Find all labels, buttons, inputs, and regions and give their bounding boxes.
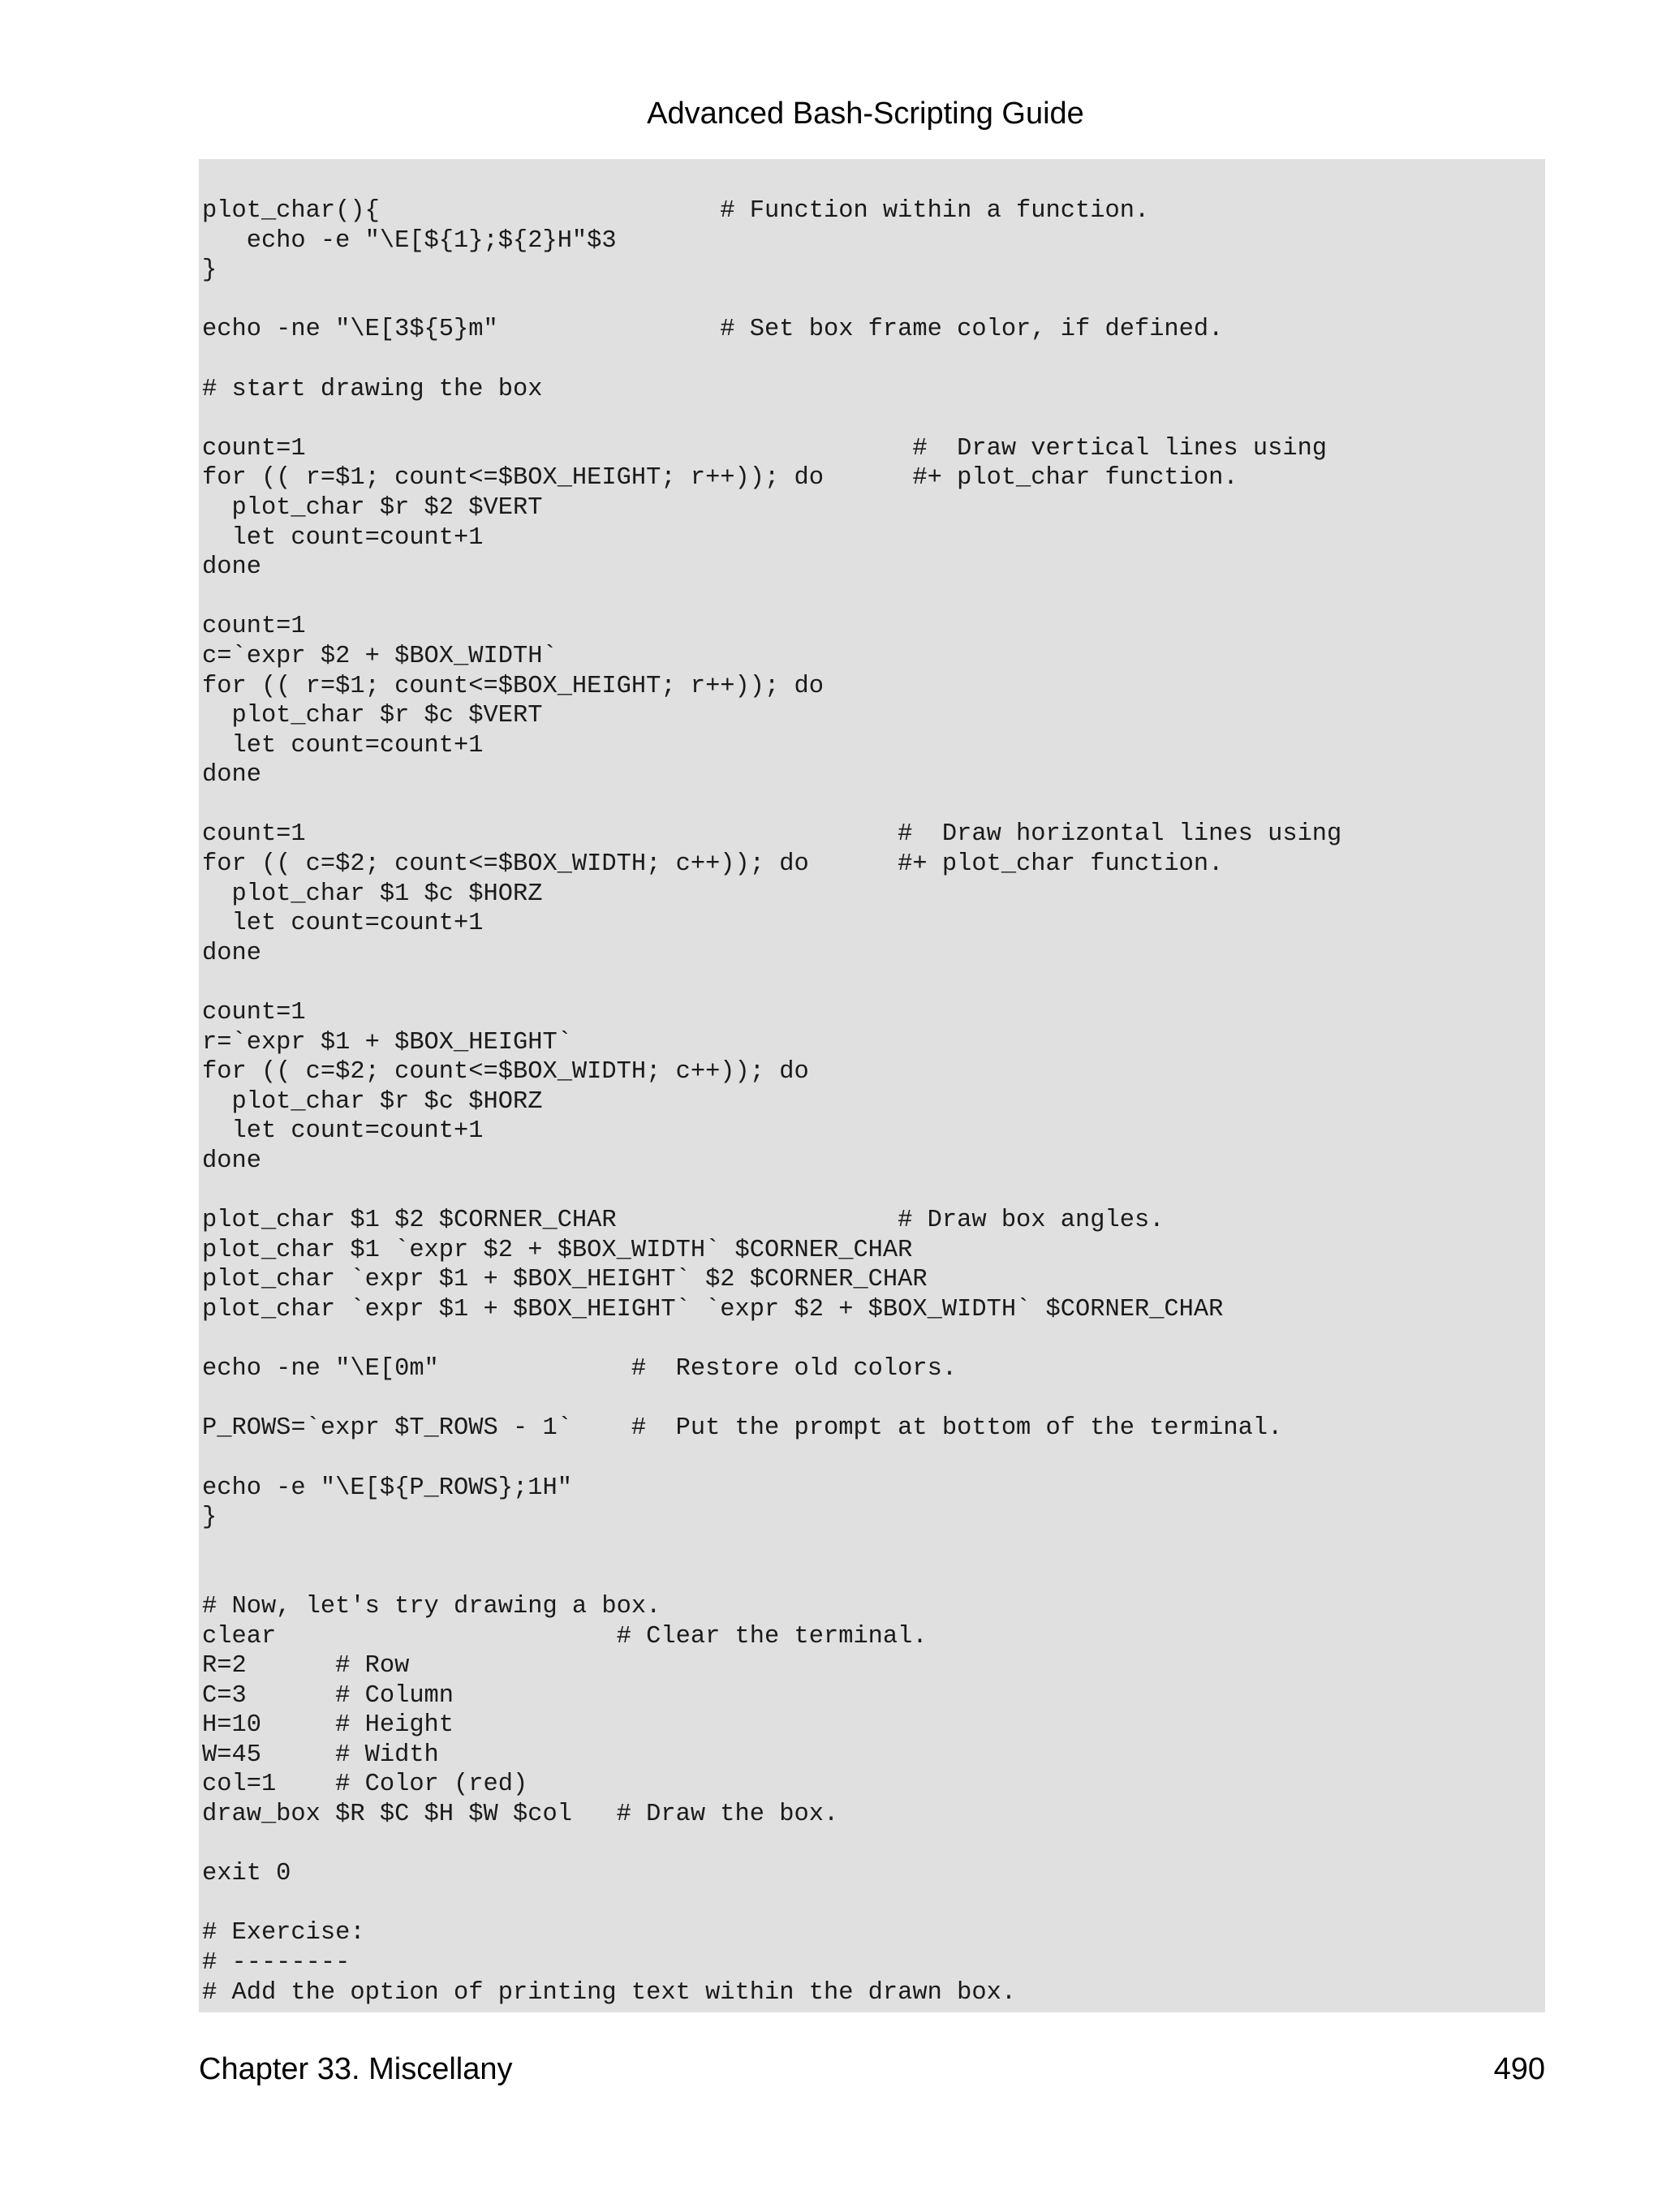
code-line: c=`expr $2 + $BOX_WIDTH` bbox=[202, 642, 558, 670]
code-line: plot_char $r $2 $VERT bbox=[202, 493, 543, 522]
code-line: plot_char `expr $1 + $BOX_HEIGHT` $2 $CORNER_CHAR bbox=[202, 1266, 928, 1294]
code-line bbox=[202, 1384, 1545, 1414]
page-header-title: Advanced Bash-Scripting Guide bbox=[647, 97, 1084, 131]
code-line: plot_char(){ # Function within a function. bbox=[202, 197, 1150, 225]
code-line: # Exercise: bbox=[202, 1919, 365, 1947]
code-line: for (( r=$1; count<=$BOX_HEIGHT; r++)); do bbox=[202, 672, 824, 700]
code-line: plot_char $1 `expr $2 + $BOX_WIDTH` $CORNER_CHAR bbox=[202, 1236, 913, 1264]
code-line: plot_char $r $c $HORZ bbox=[202, 1087, 543, 1116]
code-line bbox=[202, 1177, 1545, 1207]
code-line: H=10 # Height bbox=[202, 1711, 454, 1740]
code-line bbox=[202, 345, 1545, 375]
code-line: r=`expr $1 + $BOX_HEIGHT` bbox=[202, 1028, 572, 1057]
code-line bbox=[202, 1830, 1545, 1860]
code-line: let count=count+1 bbox=[202, 910, 484, 938]
code-line: # -------- bbox=[202, 1949, 351, 1977]
code-line: done bbox=[202, 761, 261, 790]
code-line: let count=count+1 bbox=[202, 1117, 484, 1146]
code-line bbox=[202, 1444, 1545, 1474]
code-line: echo -ne "\E[3${5}m" # Set box frame color, if defined. bbox=[202, 316, 1224, 344]
code-line: clear # Clear the terminal. bbox=[202, 1622, 928, 1650]
code-line bbox=[202, 1562, 1545, 1592]
code-line: C=3 # Column bbox=[202, 1681, 454, 1710]
code-line: # Now, let's try drawing a box. bbox=[202, 1592, 661, 1620]
code-line: done bbox=[202, 1147, 261, 1175]
code-line bbox=[202, 583, 1545, 613]
code-line: P_ROWS=`expr $T_ROWS - 1` # Put the prompt at bottom of the terminal. bbox=[202, 1414, 1283, 1443]
code-line bbox=[202, 1325, 1545, 1355]
code-line: } bbox=[202, 1504, 217, 1532]
code-line: exit 0 bbox=[202, 1860, 291, 1888]
code-line bbox=[202, 404, 1545, 434]
code-line: plot_char $1 $2 $CORNER_CHAR # Draw box angles. bbox=[202, 1207, 1165, 1235]
code-line: count=1 # Draw vertical lines using bbox=[202, 434, 1328, 463]
code-line: echo -e "\E[${1};${2}H"$3 bbox=[202, 226, 617, 255]
code-line bbox=[202, 1889, 1545, 1919]
code-line: for (( r=$1; count<=$BOX_HEIGHT; r++)); do #+ plot_char function. bbox=[202, 464, 1238, 493]
code-line: } bbox=[202, 256, 217, 285]
code-line: plot_char `expr $1 + $BOX_HEIGHT` `expr $2 + $BOX_WIDTH` $CORNER_CHAR bbox=[202, 1295, 1224, 1323]
code-line bbox=[202, 968, 1545, 998]
code-line bbox=[202, 1533, 1545, 1563]
code-line bbox=[202, 790, 1545, 820]
code-line: plot_char $1 $c $HORZ bbox=[202, 880, 543, 908]
code-line: plot_char $r $c $VERT bbox=[202, 702, 543, 730]
footer-chapter-title: Chapter 33. Miscellany bbox=[199, 2052, 513, 2086]
code-line: # start drawing the box bbox=[202, 375, 543, 403]
code-line: echo -ne "\E[0m" # Restore old colors. bbox=[202, 1355, 958, 1384]
code-line: done bbox=[202, 553, 261, 582]
code-line: R=2 # Row bbox=[202, 1652, 410, 1681]
code-line: count=1 bbox=[202, 999, 306, 1027]
code-line: # Add the option of printing text within the drawn box. bbox=[202, 1978, 1017, 2007]
code-line: for (( c=$2; count<=$BOX_WIDTH; c++)); do bbox=[202, 1058, 809, 1087]
code-line: count=1 # Draw horizontal lines using bbox=[202, 820, 1342, 849]
code-line: count=1 bbox=[202, 613, 306, 641]
code-line: for (( c=$2; count<=$BOX_WIDTH; c++)); do #+ plot_char function. bbox=[202, 850, 1224, 879]
code-line: let count=count+1 bbox=[202, 523, 484, 552]
code-listing bbox=[199, 159, 1545, 2012]
code-line bbox=[202, 286, 1545, 316]
code-line: let count=count+1 bbox=[202, 731, 484, 760]
footer-page-number: 490 bbox=[1493, 2052, 1545, 2086]
code-line: echo -e "\E[${P_ROWS};1H" bbox=[202, 1474, 572, 1502]
code-line: done bbox=[202, 939, 261, 967]
code-line: W=45 # Width bbox=[202, 1741, 439, 1769]
code-line: col=1 # Color (red) bbox=[202, 1771, 528, 1799]
code-line: draw_box $R $C $H $W $col # Draw the box. bbox=[202, 1801, 839, 1829]
